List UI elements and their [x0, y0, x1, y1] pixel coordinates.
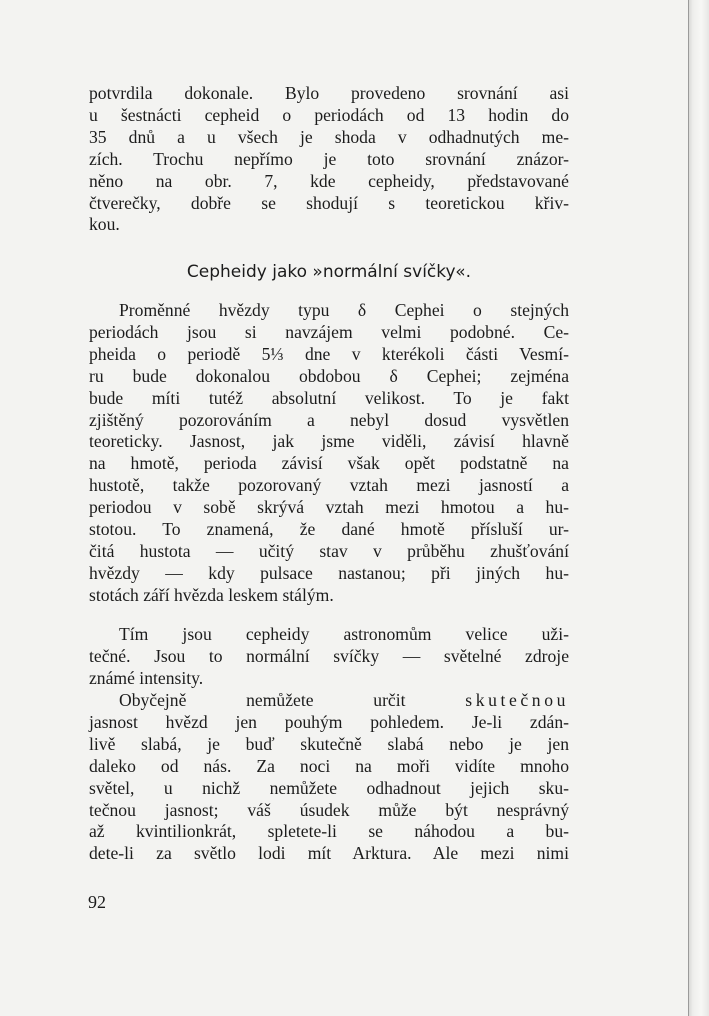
text-line: ru bude dokonalou obdobou δ Cephei; zejména: [89, 365, 569, 386]
emphasized-word: skutečnou: [465, 690, 569, 710]
text-line: u šestnácti cepheid o periodách od 13 hodin do: [89, 104, 569, 125]
section-heading: Cepheidy jako »normální svíčky«.: [186, 262, 472, 282]
text-line: stotou. To znamená, že dané hmotě přísluší ur-: [89, 519, 569, 540]
page-number: 92: [88, 892, 106, 912]
text-line: světel, u nichž nemůžete odhadnout jejich sku-: [89, 777, 569, 798]
page-edge: [688, 0, 709, 1016]
text-run: Obyčejně nemůžete určit: [119, 690, 406, 710]
text-line: zích. Trochu nepřímo je toto srovnání znázor-: [89, 148, 569, 169]
text-line: hustotě, takže pozorovaný vztah mezi jasností a: [89, 475, 569, 496]
text-line: periodou v sobě skrývá vztah mezi hmotou a hu-: [89, 497, 569, 518]
text-line: 35 dnů a u všech je shoda v odhadnutých me-: [89, 126, 569, 147]
text-line: až kvintilionkrát, spletete-li se náhodou a bu-: [89, 821, 569, 842]
text-line: tečné. Jsou to normální svíčky — světelné zdroje: [89, 645, 569, 666]
text-line: Tím jsou cepheidy astronomům velice uži-: [119, 624, 569, 644]
paragraph-2: [89, 300, 569, 607]
text-line: kou.: [89, 214, 120, 235]
text-line: dete-li za světlo lodi mít Arktura. Ale mezi nimi: [89, 843, 569, 864]
text-line: daleko od nás. Za noci na moři vidíte mnoho: [89, 755, 569, 776]
text-line: hvězdy — kdy pulsace nastanou; při jiných hu-: [89, 562, 569, 583]
paragraph-1: [89, 83, 569, 236]
paragraph-4: [89, 690, 569, 865]
text-line: pheida o periodě 5⅓ dne v kterékoli části Vesmí-: [89, 343, 569, 364]
text-line: známé intensity.: [89, 667, 204, 688]
text-line: bude míti tutéž absolutní velikost. To je fakt: [89, 387, 569, 408]
text-line: tečnou jasnost; váš úsudek může být nesprávný: [89, 799, 569, 820]
text-line: teoreticky. Jasnost, jak jsme viděli, závisí hlavně: [89, 431, 569, 452]
text-line: čtverečky, dobře se shodují s teoretickou křiv-: [89, 192, 569, 213]
text-line: něno na obr. 7, kde cepheidy, představované: [89, 170, 569, 191]
paragraph-3: [89, 624, 569, 690]
text-line: livě slabá, je buď skutečně slabá nebo je jen: [89, 733, 569, 754]
text-line: čitá hustota — učitý stav v průběhu zhušťování: [89, 540, 569, 561]
text-line: jasnost hvězd jen pouhým pohledem. Je-li zdán-: [89, 711, 569, 732]
text-line: periodách jsou si navzájem velmi podobné. Ce-: [89, 321, 569, 342]
text-line: zjištěný pozorováním a nebyl dosud vysvětlen: [89, 409, 569, 430]
text-line: na hmotě, perioda závisí však opět podstatně na: [89, 453, 569, 474]
text-line: stotách září hvězda leskem stálým.: [89, 584, 334, 605]
text-line: [89, 690, 569, 712]
text-line: potvrdila dokonale. Bylo provedeno srovnání asi: [89, 83, 569, 103]
text-line: Proměnné hvězdy typu δ Cephei o stejných: [119, 300, 569, 320]
